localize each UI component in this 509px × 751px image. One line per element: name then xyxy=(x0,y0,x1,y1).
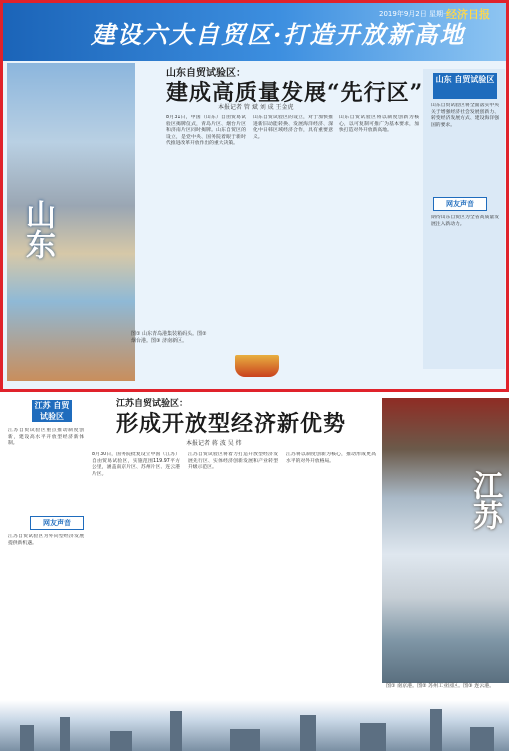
shandong-body-col-2: 山东自贸试验区的设立，对于加快推进新旧动能转换、发展海洋经济、深化中日韩区域经济合作，具有重要意义。 xyxy=(253,115,333,140)
shandong-byline: 本报记者 管 斌 刘 成 王金虎 xyxy=(218,104,294,111)
shandong-subheadline: 山东自贸试验区： xyxy=(166,68,246,79)
banner-title: 建设六大自贸区·打造开放新高地 xyxy=(91,20,466,49)
issue-date: 2019年9月2日 星期一 xyxy=(379,10,450,18)
skyline-building xyxy=(470,727,494,751)
shandong-zone-tag: 山东 自贸试验区 xyxy=(433,73,497,99)
jiangsu-photo-collage xyxy=(382,398,509,683)
shandong-photo-caption: 图① 山东青岛港集装箱码头。图② 烟台港。图③ 济南新区。 xyxy=(131,331,207,344)
shandong-netizen-voice-text: 期待山东自贸区为全省高质量发展注入新动力。 xyxy=(431,215,499,227)
skyline-building xyxy=(20,725,34,751)
shandong-side-text: 山东自贸试验区将全面落实中央关于增强经济社会发展创新力、转变经济发展方式、建设海洋强国的要求。 xyxy=(431,103,499,128)
jiangsu-zone-tag: 江苏 自贸试验区 xyxy=(32,400,72,422)
skyline-building xyxy=(300,715,316,751)
skyline-building xyxy=(110,731,132,751)
shandong-body-col-1: 8月31日，中国（山东）自由贸易试验区揭牌仪式，青岛片区、烟台片区和济南片区同时揭牌。山东自贸区的设立，是党中央、国务院着眼于新时代推进改革开放作出的重大决策。 xyxy=(166,115,246,147)
skyline-building xyxy=(430,709,442,751)
cargo-ship-illustration xyxy=(235,355,279,377)
jiangsu-byline: 本报记者 蒋 波 吴 炜 xyxy=(186,440,242,447)
jiangsu-body-col-1: 8月30日，国务院批复设立中国（江苏）自由贸易试验区，实施范围119.97平方公里，涵盖南京片区、苏州片区、连云港片区。 xyxy=(92,452,180,477)
shandong-body-col-3: 山东自贸试验区将以制度创新为核心，以可复制可推广为基本要求，加快打造对外开放新高地。 xyxy=(339,115,419,134)
jiangsu-body-col-2: 江苏自贸试验区将着力打造开放型经济发展先行区、实体经济创新发展和产业转型升级示范区。 xyxy=(188,452,278,471)
jiangsu-netizen-voice-text: 江苏自贸试验区为外向型经济发展提供新机遇。 xyxy=(8,534,84,546)
paper-name: 经济日报 xyxy=(446,8,490,21)
jiangsu-side-text: 江苏自贸试验区重点推动制度创新，建设高水平开放型经济新体制。 xyxy=(8,428,84,447)
shandong-vertical-label: 山东 xyxy=(20,199,55,259)
skyline-building xyxy=(170,711,182,751)
shandong-netizen-voice-tag: 网友声音 xyxy=(433,197,487,211)
page-banner xyxy=(3,3,506,61)
jiangsu-vertical-label: 江苏 xyxy=(467,470,502,530)
jiangsu-subheadline: 江苏自贸试验区： xyxy=(116,399,189,409)
jiangsu-body-col-3: 江苏将以制度创新为核心，推动形成更高水平的对外开放格局。 xyxy=(286,452,376,464)
skyline-building xyxy=(360,723,386,751)
jiangsu-headline: 形成开放型经济新优势 xyxy=(116,411,347,437)
skyline-building xyxy=(230,729,260,751)
skyline-building xyxy=(60,717,70,751)
jiangsu-photo-caption: 图① 南京港。图② 苏州工业园区。图③ 连云港。 xyxy=(386,683,495,689)
shandong-headline: 建成高质量发展“先行区” xyxy=(166,80,424,106)
jiangsu-netizen-voice-tag: 网友声音 xyxy=(30,516,84,530)
jiangsu-skyline-illustration xyxy=(0,700,509,751)
